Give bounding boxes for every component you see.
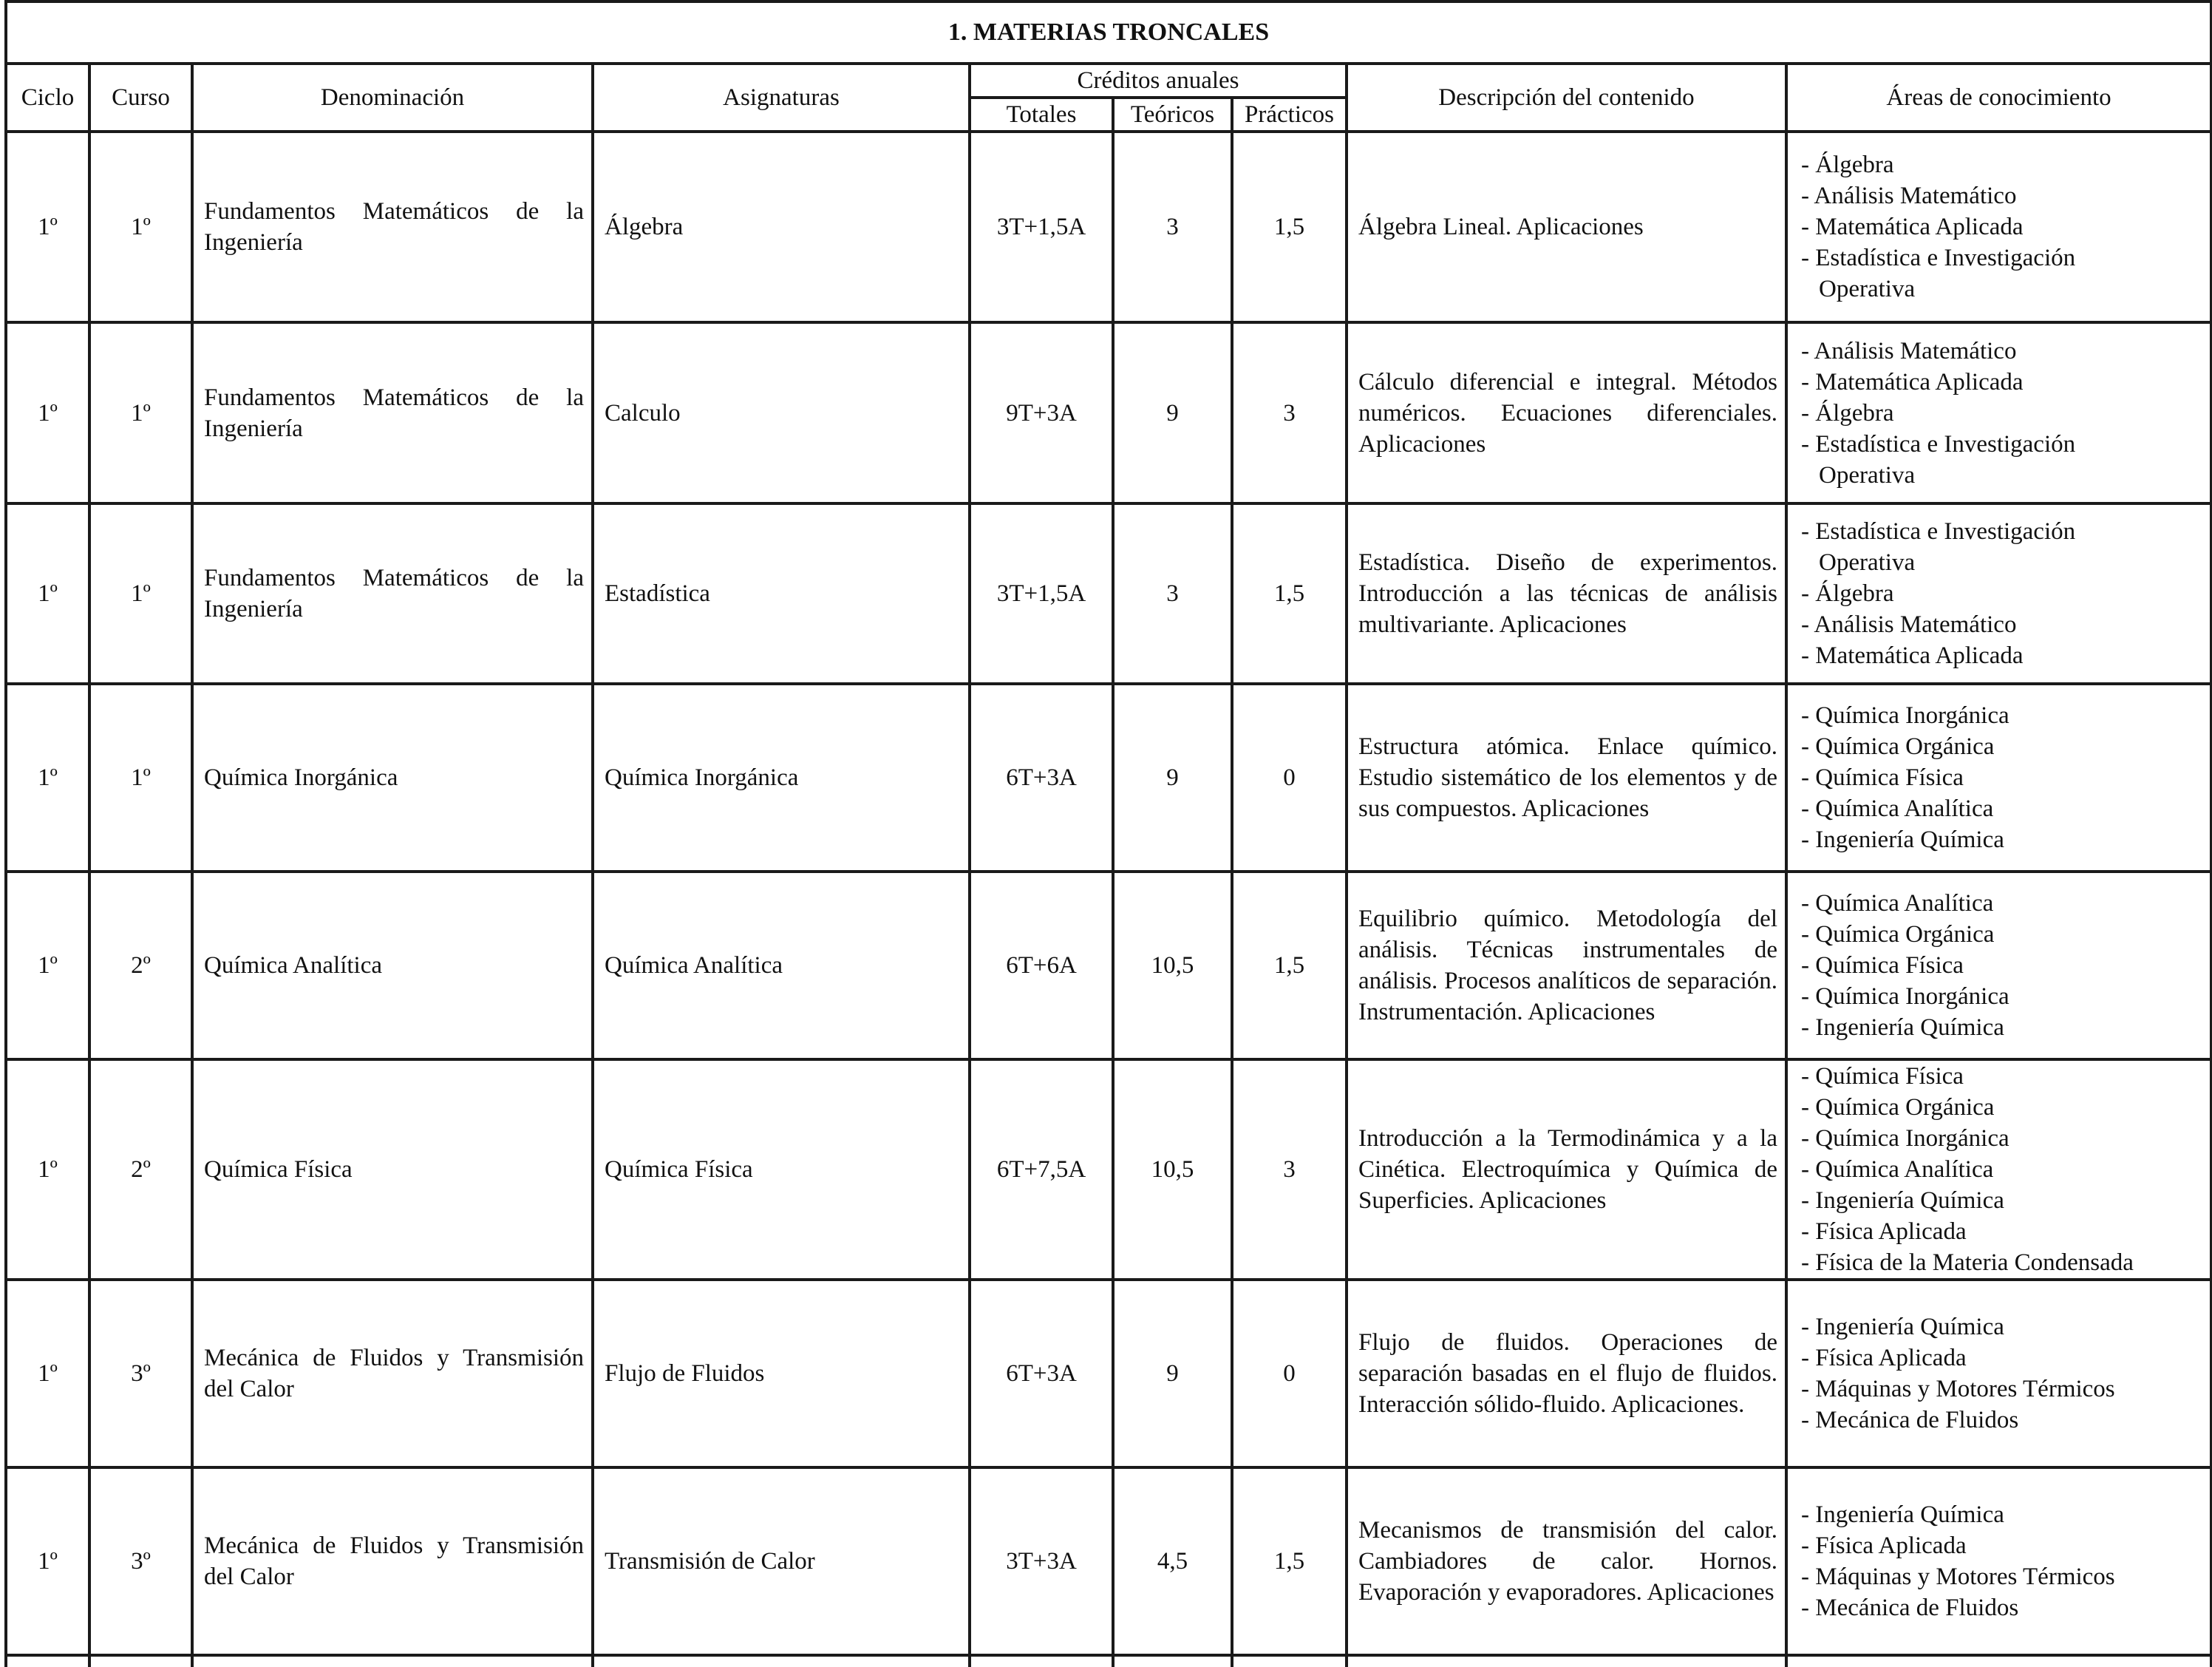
areas-cell	[1786, 322, 2211, 503]
empty-cell	[1786, 1655, 2211, 1667]
teoricos-cell: 9	[1113, 1280, 1232, 1467]
ciclo-cell: 1º	[6, 322, 89, 503]
teoricos-cell: 9	[1113, 322, 1232, 503]
header-areas: Áreas de conocimiento	[1786, 64, 2211, 132]
table-row	[6, 1280, 2211, 1467]
area-item: - Matemática Aplicada	[1801, 368, 2024, 395]
descripcion-cell: Estadística. Diseño de experimentos. Introducción a las técnicas de análisis multivariante. Aplicaciones	[1347, 503, 1786, 684]
area-item: - Análisis Matemático	[1801, 611, 2017, 638]
table-title: 1. MATERIAS TRONCALES	[6, 1, 2211, 64]
area-item: Operativa	[1819, 461, 1916, 489]
asignatura-cell: Estadística	[593, 503, 970, 684]
area-item: - Química Analítica	[1801, 890, 1994, 917]
area-item: - Química Inorgánica	[1801, 983, 2009, 1010]
totales-cell: 3T+1,5A	[970, 132, 1113, 322]
area-item: - Química Inorgánica	[1801, 1125, 2009, 1152]
teoricos-cell: 3	[1113, 132, 1232, 322]
areas-cell	[1786, 503, 2211, 684]
area-item: - Matemática Aplicada	[1801, 642, 2024, 669]
area-item: - Química Orgánica	[1801, 733, 1995, 760]
descripcion-cell: Mecanismos de transmisión del calor. Cambiadores de calor. Hornos. Evaporación y evaporadores. Aplicaciones	[1347, 1467, 1786, 1655]
empty-cell	[1347, 1655, 1786, 1667]
area-item: - Análisis Matemático	[1801, 337, 2017, 364]
totales-cell: 6T+3A	[970, 1280, 1113, 1467]
header-asignaturas: Asignaturas	[593, 64, 970, 132]
practicos-cell: 3	[1232, 1059, 1347, 1280]
areas-cell	[1786, 1059, 2211, 1280]
area-item: Operativa	[1819, 549, 1916, 576]
area-item: Operativa	[1819, 276, 1916, 302]
table-row	[6, 503, 2211, 684]
practicos-cell: 1,5	[1232, 132, 1347, 322]
asignatura-cell: Química Física	[593, 1059, 970, 1280]
table-row	[6, 132, 2211, 322]
area-item: - Análisis Matemático	[1801, 183, 2017, 209]
asignatura-cell: Química Analítica	[593, 872, 970, 1059]
empty-cell	[970, 1655, 1113, 1667]
totales-cell: 9T+3A	[970, 322, 1113, 503]
area-item: - Ingeniería Química	[1801, 1501, 2004, 1528]
empty-cell	[593, 1655, 970, 1667]
area-item: - Química Inorgánica	[1801, 702, 2009, 729]
ciclo-cell: 1º	[6, 1467, 89, 1655]
area-item: - Máquinas y Motores Térmicos	[1801, 1564, 2115, 1590]
area-item: - Física Aplicada	[1801, 1218, 1967, 1245]
area-item: - Química Analítica	[1801, 795, 1994, 822]
area-item: - Estadística e Investigación	[1801, 518, 2076, 545]
descripcion-cell: Cálculo diferencial e integral. Métodos numéricos. Ecuaciones diferenciales. Aplicaciones	[1347, 322, 1786, 503]
denominacion-cell: Fundamentos Matemáticos de la Ingeniería	[192, 503, 593, 684]
area-item: - Química Orgánica	[1801, 921, 1995, 948]
area-item: - Mecánica de Fluidos	[1801, 1407, 2019, 1433]
practicos-cell: 3	[1232, 322, 1347, 503]
header-curso: Curso	[89, 64, 192, 132]
table-row	[6, 872, 2211, 1059]
asignatura-cell: Álgebra	[593, 132, 970, 322]
empty-cell	[192, 1655, 593, 1667]
area-item: - Estadística e Investigación	[1801, 245, 2076, 271]
denominacion-cell: Química Física	[192, 1059, 593, 1280]
area-item: - Química Física	[1801, 952, 1964, 979]
table-row	[6, 1059, 2211, 1280]
descripcion-cell: Estructura atómica. Enlace químico. Estudio sistemático de los elementos y de sus compuestos. Aplicaciones	[1347, 684, 1786, 872]
area-item: - Álgebra	[1801, 152, 1894, 178]
area-item: - Álgebra	[1801, 580, 1894, 607]
ciclo-cell: 1º	[6, 1280, 89, 1467]
table-row	[6, 684, 2211, 872]
empty-cell	[1232, 1655, 1347, 1667]
area-item: - Matemática Aplicada	[1801, 214, 2024, 240]
areas-cell	[1786, 132, 2211, 322]
teoricos-cell: 4,5	[1113, 1467, 1232, 1655]
descripcion-cell: Equilibrio químico. Metodología del análisis. Técnicas instrumentales de análisis. Procesos analíticos de separación. Instrumentación. Aplicaciones	[1347, 872, 1786, 1059]
teoricos-cell: 9	[1113, 684, 1232, 872]
practicos-cell: 1,5	[1232, 1467, 1347, 1655]
practicos-cell: 1,5	[1232, 503, 1347, 684]
area-item: - Química Analítica	[1801, 1156, 1994, 1183]
area-item: - Ingeniería Química	[1801, 1314, 2004, 1340]
empty-cell	[89, 1655, 192, 1667]
materias-troncales-table	[4, 0, 2212, 1667]
areas-cell	[1786, 1467, 2211, 1655]
totales-cell: 6T+6A	[970, 872, 1113, 1059]
curso-cell: 1º	[89, 503, 192, 684]
curso-cell: 3º	[89, 1467, 192, 1655]
empty-cell	[6, 1655, 89, 1667]
area-item: - Estadística e Investigación	[1801, 430, 2076, 458]
ciclo-cell: 1º	[6, 1059, 89, 1280]
totales-cell: 3T+3A	[970, 1467, 1113, 1655]
areas-cell	[1786, 1280, 2211, 1467]
denominacion-cell: Fundamentos Matemáticos de la Ingeniería	[192, 322, 593, 503]
asignatura-cell: Química Inorgánica	[593, 684, 970, 872]
curso-cell: 1º	[89, 684, 192, 872]
header-ciclo: Ciclo	[6, 64, 89, 132]
area-item: - Máquinas y Motores Térmicos	[1801, 1376, 2115, 1402]
ciclo-cell: 1º	[6, 684, 89, 872]
asignatura-cell: Flujo de Fluidos	[593, 1280, 970, 1467]
totales-cell: 6T+3A	[970, 684, 1113, 872]
area-item: - Física Aplicada	[1801, 1345, 1967, 1371]
descripcion-cell: Introducción a la Termodinámica y a la Cinética. Electroquímica y Química de Superficies. Aplicaciones	[1347, 1059, 1786, 1280]
area-item: - Mecánica de Fluidos	[1801, 1595, 2019, 1621]
table-row	[6, 1467, 2211, 1655]
practicos-cell: 1,5	[1232, 872, 1347, 1059]
header-descripcion: Descripción del contenido	[1347, 64, 1786, 132]
header-totales: Totales	[970, 98, 1113, 132]
teoricos-cell: 3	[1113, 503, 1232, 684]
curso-cell: 3º	[89, 1280, 192, 1467]
document-page	[4, 0, 2210, 1667]
empty-cell	[1113, 1655, 1232, 1667]
table-row-partial	[6, 1655, 2211, 1667]
denominacion-cell: Mecánica de Fluidos y Transmisión del Calor	[192, 1467, 593, 1655]
area-item: - Ingeniería Química	[1801, 1187, 2004, 1214]
curso-cell: 2º	[89, 872, 192, 1059]
descripcion-cell: Flujo de fluidos. Operaciones de separación basadas en el flujo de fluidos. Interacción sólido-fluido. Aplicaciones.	[1347, 1280, 1786, 1467]
header-teoricos: Teóricos	[1113, 98, 1232, 132]
area-item: - Física Aplicada	[1801, 1532, 1967, 1559]
denominacion-cell: Química Inorgánica	[192, 684, 593, 872]
area-item: - Física de la Materia Condensada	[1801, 1249, 2134, 1276]
curso-cell: 1º	[89, 132, 192, 322]
curso-cell: 1º	[89, 322, 192, 503]
areas-cell	[1786, 872, 2211, 1059]
header-practicos: Prácticos	[1232, 98, 1347, 132]
practicos-cell: 0	[1232, 684, 1347, 872]
asignatura-cell: Transmisión de Calor	[593, 1467, 970, 1655]
header-denominacion: Denominación	[192, 64, 593, 132]
area-item: - Álgebra	[1801, 399, 1894, 427]
totales-cell: 6T+7,5A	[970, 1059, 1113, 1280]
areas-cell	[1786, 684, 2211, 872]
denominacion-cell: Mecánica de Fluidos y Transmisión del Calor	[192, 1280, 593, 1467]
area-item: - Química Física	[1801, 1063, 1964, 1090]
ciclo-cell: 1º	[6, 503, 89, 684]
denominacion-cell: Química Analítica	[192, 872, 593, 1059]
header-creditos-anuales: Créditos anuales	[970, 64, 1347, 98]
denominacion-cell: Fundamentos Matemáticos de la Ingeniería	[192, 132, 593, 322]
area-item: - Química Física	[1801, 764, 1964, 791]
area-item: - Ingeniería Química	[1801, 826, 2004, 853]
teoricos-cell: 10,5	[1113, 872, 1232, 1059]
practicos-cell: 0	[1232, 1280, 1347, 1467]
ciclo-cell: 1º	[6, 872, 89, 1059]
area-item: - Química Orgánica	[1801, 1094, 1995, 1121]
teoricos-cell: 10,5	[1113, 1059, 1232, 1280]
descripcion-cell: Álgebra Lineal. Aplicaciones	[1347, 132, 1786, 322]
table-row	[6, 322, 2211, 503]
asignatura-cell: Calculo	[593, 322, 970, 503]
totales-cell: 3T+1,5A	[970, 503, 1113, 684]
ciclo-cell: 1º	[6, 132, 89, 322]
area-item: - Ingeniería Química	[1801, 1014, 2004, 1041]
curso-cell: 2º	[89, 1059, 192, 1280]
